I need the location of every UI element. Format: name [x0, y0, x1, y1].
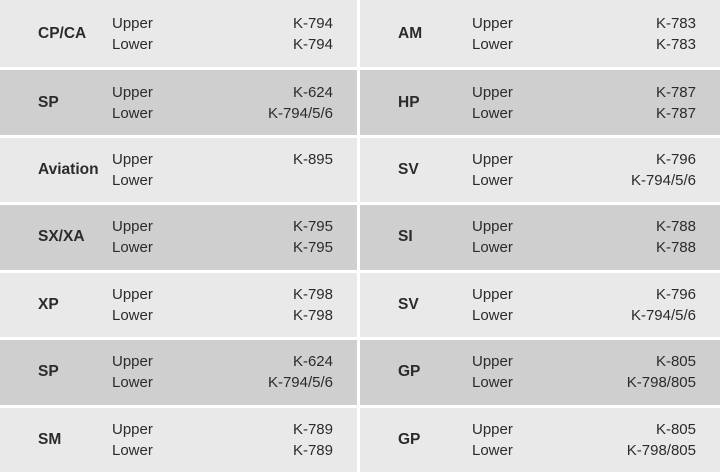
code-upper: K-795 [292, 218, 333, 236]
code-upper: K-787 [655, 83, 696, 101]
level-upper: Upper [472, 151, 513, 169]
code-lower: K-794 [292, 35, 333, 53]
level-upper: Upper [472, 218, 513, 236]
level-list [472, 284, 568, 326]
code-lower: K-798/805 [626, 441, 696, 459]
code-lower: K-789 [292, 441, 333, 459]
code-lower [208, 170, 333, 191]
level-list [112, 216, 208, 258]
level-lower: Lower [472, 441, 513, 459]
category-label: SV [398, 161, 419, 179]
level-list [472, 419, 568, 461]
code-upper: K-789 [292, 420, 333, 438]
code-lower: K-794/5/6 [630, 172, 696, 190]
level-lower: Lower [472, 172, 513, 190]
category-label: Aviation [38, 161, 99, 179]
level-list [112, 149, 208, 191]
level-lower: Lower [112, 306, 153, 324]
code-list [568, 419, 720, 461]
code-lower: K-787 [655, 104, 696, 122]
table-cell-left [0, 202, 360, 269]
category-label: CP/CA [38, 24, 87, 42]
code-list [568, 149, 720, 191]
level-list [472, 13, 568, 55]
code-upper: K-805 [655, 353, 696, 371]
code-list [208, 149, 357, 191]
category-label: SV [398, 295, 419, 313]
code-upper: K-624 [292, 353, 333, 371]
level-upper: Upper [472, 353, 513, 371]
category-label: GP [398, 430, 421, 448]
code-upper: K-796 [655, 151, 696, 169]
level-lower: Lower [112, 104, 153, 122]
category-label: SP [38, 93, 59, 111]
table-cell-right [360, 405, 720, 472]
table-cell-left [0, 405, 360, 472]
level-list [112, 82, 208, 124]
code-upper: K-783 [655, 14, 696, 32]
code-list [568, 216, 720, 258]
code-upper: K-895 [292, 151, 333, 169]
level-lower: Lower [472, 35, 513, 53]
table-cell-left [0, 67, 360, 134]
level-list [112, 351, 208, 393]
level-lower: Lower [472, 104, 513, 122]
table-cell-left [0, 135, 360, 202]
code-list [208, 351, 357, 393]
table-row [0, 0, 720, 67]
table-row [0, 135, 720, 202]
code-upper: K-788 [655, 218, 696, 236]
level-upper: Upper [112, 83, 153, 101]
level-lower: Lower [112, 441, 153, 459]
level-upper: Upper [472, 420, 513, 438]
code-list [208, 284, 357, 326]
level-lower: Lower [472, 374, 513, 392]
code-list [568, 351, 720, 393]
level-list [472, 351, 568, 393]
level-upper: Upper [472, 285, 513, 303]
code-list [568, 82, 720, 124]
level-upper: Upper [472, 83, 513, 101]
table-row [0, 202, 720, 269]
category-label: SX/XA [38, 228, 85, 246]
code-list [208, 419, 357, 461]
level-upper: Upper [112, 353, 153, 371]
code-upper: K-796 [655, 285, 696, 303]
code-list [208, 13, 357, 55]
table-cell-left [0, 0, 360, 67]
code-list [568, 284, 720, 326]
table-row [0, 337, 720, 404]
level-upper: Upper [112, 420, 153, 438]
level-lower: Lower [112, 239, 153, 257]
level-upper: Upper [112, 14, 153, 32]
table-row [0, 405, 720, 472]
table-row [0, 67, 720, 134]
category-label: HP [398, 93, 420, 111]
level-list [472, 149, 568, 191]
category-label: SM [38, 430, 62, 448]
level-upper: Upper [112, 218, 153, 236]
code-upper: K-624 [292, 83, 333, 101]
code-upper: K-805 [655, 420, 696, 438]
code-lower: K-783 [655, 35, 696, 53]
code-lower: K-788 [655, 239, 696, 257]
table-cell-right [360, 135, 720, 202]
level-list [112, 284, 208, 326]
code-list [208, 82, 357, 124]
level-lower: Lower [112, 374, 153, 392]
level-upper: Upper [112, 285, 153, 303]
level-lower: Lower [472, 306, 513, 324]
table-cell-right [360, 202, 720, 269]
table-cell-left [0, 270, 360, 337]
category-label: GP [398, 363, 421, 381]
level-lower: Lower [112, 35, 153, 53]
level-list [472, 82, 568, 124]
table-cell-right [360, 337, 720, 404]
table-cell-right [360, 270, 720, 337]
table-cell-right [360, 67, 720, 134]
level-upper: Upper [472, 14, 513, 32]
level-lower: Lower [472, 239, 513, 257]
code-lower: K-798 [292, 306, 333, 324]
level-list [112, 419, 208, 461]
code-upper: K-798 [292, 285, 333, 303]
level-list [112, 13, 208, 55]
table-cell-right [360, 0, 720, 67]
code-lower: K-794/5/6 [267, 374, 333, 392]
code-list [568, 13, 720, 55]
code-lower: K-794/5/6 [630, 306, 696, 324]
table-cell-left [0, 337, 360, 404]
table-row [0, 270, 720, 337]
category-label: SP [38, 363, 59, 381]
category-label: XP [38, 295, 59, 313]
code-upper: K-794 [292, 14, 333, 32]
code-lower: K-794/5/6 [267, 104, 333, 122]
level-lower: Lower [112, 172, 153, 190]
category-label: AM [398, 24, 423, 42]
code-lower: K-795 [292, 239, 333, 257]
level-list [472, 216, 568, 258]
code-lower: K-798/805 [626, 374, 696, 392]
category-label: SI [398, 228, 413, 246]
code-list [208, 216, 357, 258]
level-upper: Upper [112, 151, 153, 169]
